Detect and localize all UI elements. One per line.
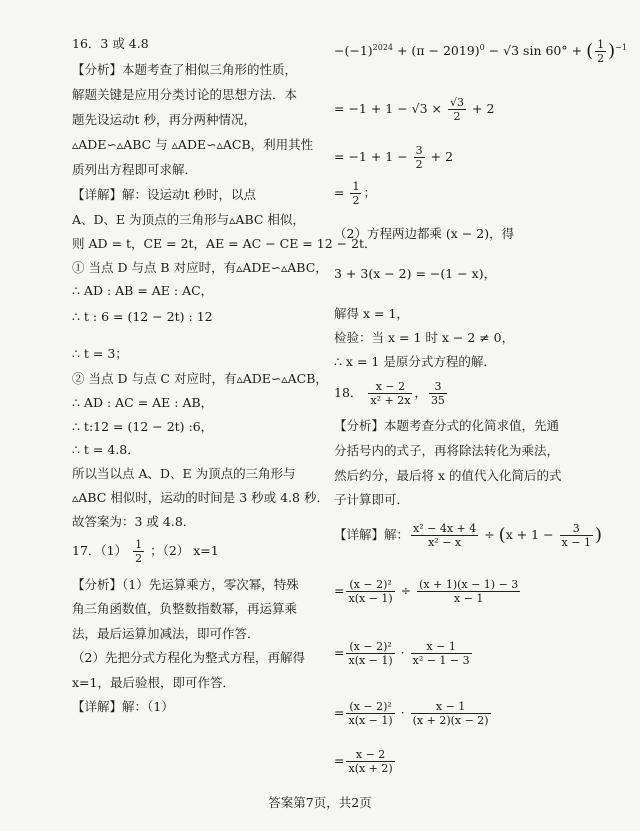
q17-tail: ；（2） x=1	[150, 543, 219, 558]
eq-part: = −1 + 1 − √3 ×	[334, 101, 447, 116]
eq-part: + 2	[468, 101, 495, 116]
detail-line: 【详解】解：设运动t 秒时，以点	[72, 187, 256, 202]
denominator: x² − x	[428, 536, 462, 549]
detail-label: 【详解】解：	[334, 527, 410, 542]
expr-fraction	[417, 578, 520, 605]
q18-label: 18．	[334, 385, 363, 400]
analysis-line: 题先设运动t 秒，再分两种情况，	[72, 112, 256, 127]
analysis18-line: 分括号内的式子，再将除法转化为乘法，	[334, 443, 560, 458]
numerator: 1	[597, 38, 605, 51]
expr-fraction	[560, 522, 593, 549]
detail-line: 所以当以点 A、D、E 为顶点的三角形与	[72, 466, 296, 481]
analysis17-line: 【分析】（1）先运算乘方，零次幂，特殊	[72, 577, 299, 592]
numerator: x − 1	[411, 700, 491, 714]
denominator: 2	[415, 158, 423, 171]
expr-part: −(−1)	[334, 43, 373, 58]
analysis-line: 【分析】本题考查了相似三角形的性质，	[72, 62, 298, 77]
eq-fraction	[414, 144, 425, 171]
expr-part: x + 1 −	[505, 527, 558, 542]
numerator: √3	[450, 96, 465, 109]
denominator: x(x − 1)	[348, 592, 393, 605]
q18-header	[334, 380, 449, 407]
numerator: x² − 4x + 4	[413, 522, 477, 535]
analysis17-line: 法，最后运算加减法，即可作答．	[72, 626, 260, 641]
expr-fraction	[346, 640, 394, 667]
detail-line: ① 当点 D 与点 B 对应时，有▵ADE∽▵ABC，	[72, 260, 328, 275]
part2-equation: 3 + 3(x − 2) = −(1 − x)，	[334, 266, 497, 281]
numerator: (x − 2)²	[346, 700, 394, 714]
half-fraction	[595, 38, 606, 65]
denominator: x(x + 2)	[348, 762, 393, 775]
denominator: x² + 2x	[370, 394, 411, 407]
conclusion-line: ∴ x = 1 是原分式方程的解．	[334, 354, 496, 369]
q18-answer-fraction	[368, 380, 412, 407]
detail-line: ∴ t : 6 = (12 − 2t) : 12	[72, 309, 213, 324]
eq-fraction	[448, 96, 466, 123]
expr-part: − √3 sin 60° +	[484, 43, 587, 58]
exponent: 2024	[372, 42, 394, 52]
denominator: x − 1	[454, 592, 484, 605]
equals-sign: =	[334, 705, 345, 720]
expression-line	[334, 38, 627, 65]
analysis18-line: 然后约分，最后将 x 的值代入化简后的式	[334, 468, 562, 483]
detail-line: ∴ t = 4.8．	[72, 442, 140, 457]
operator: ÷	[396, 583, 416, 598]
eq-part: =	[334, 185, 349, 200]
expr-fraction	[346, 700, 394, 727]
detail18-line1	[334, 522, 602, 549]
equation-line	[334, 96, 494, 123]
numerator: x − 2	[368, 380, 412, 394]
analysis-line: 解题关键是应用分类讨论的思想方法．本	[72, 87, 298, 102]
eq-fraction	[350, 180, 361, 207]
operator: ·	[396, 645, 409, 660]
eq-part: + 2	[426, 149, 454, 164]
q17-fraction	[133, 538, 144, 565]
detail-line: ∴ AD : AC = AE : AB，	[72, 395, 214, 410]
separator: ，	[414, 385, 427, 400]
denominator: 2	[597, 52, 605, 65]
denominator: 2	[135, 552, 143, 565]
detail-line: ▵ABC 相似时，运动的时间是 3 秒或 4.8 秒．	[72, 490, 329, 505]
numerator: 1	[352, 180, 360, 193]
detail-line: ∴ t = 3；	[72, 346, 128, 361]
expr-fraction	[411, 640, 472, 667]
numerator: x − 1	[411, 640, 472, 654]
analysis17-line: （2）先把分式方程化为整式方程，再解得	[72, 650, 305, 665]
expr-part: + (π − 2019)	[393, 43, 480, 58]
exponent: −1	[615, 42, 627, 52]
page-footer: 答案第7页，共2页	[268, 795, 372, 810]
analysis-line: 质列出方程即可求解．	[72, 162, 198, 177]
detail-line: 故答案为：3 或 4.8．	[72, 514, 196, 529]
detail-line: A、D、E 为顶点的三角形与▵ABC 相似，	[72, 212, 305, 227]
denominator: 2	[453, 110, 461, 123]
numerator: (x − 2)²	[346, 640, 394, 654]
numerator: 3	[415, 144, 423, 157]
detail18-line3	[334, 640, 474, 667]
equals-sign: =	[334, 645, 345, 660]
paren-open: (	[498, 524, 506, 546]
expr-fraction	[411, 522, 478, 549]
numerator: 1	[135, 538, 143, 551]
paren-open: (	[586, 40, 594, 62]
detail-line: ∴ AD : AB = AE : AC，	[72, 283, 214, 298]
denominator: x(x − 1)	[348, 654, 393, 667]
numerator: 3	[560, 522, 593, 536]
denominator: x(x − 1)	[348, 714, 393, 727]
numerator: 3	[429, 380, 447, 394]
denominator: (x + 2)(x − 2)	[412, 714, 489, 727]
equation-line	[334, 180, 376, 207]
detail18-line5	[334, 748, 397, 775]
expr-fraction	[346, 578, 394, 605]
paren-close: )	[608, 40, 616, 62]
exponent: 0	[479, 42, 485, 52]
solve-line: 解得 x = 1，	[334, 306, 409, 321]
numerator: x − 2	[346, 748, 394, 762]
detail-line: 则 AD = t，CE = 2t，AE = AC − CE = 12 − 2t．	[72, 236, 377, 251]
analysis17-line: 角三角函数值，负整数指数幂，再运算乘	[72, 601, 298, 616]
analysis-line: ▵ADE∽▵ABC 与 ▵ADE∽▵ACB，利用其性	[72, 137, 314, 152]
expr-fraction	[411, 700, 491, 727]
detail-line: ② 当点 D 与点 C 对应时，有▵ADE∽▵ACB，	[72, 371, 328, 386]
equals-sign: =	[334, 583, 345, 598]
q17-header	[72, 538, 219, 565]
analysis17-line: 【详解】解：（1）	[72, 699, 174, 714]
analysis18-line: 子计算即可．	[334, 492, 410, 507]
q18-value-fraction	[429, 380, 447, 407]
part2-text: （2）方程两边都乘 (x − 2)，得	[334, 226, 515, 241]
analysis18-line: 【分析】本题考查分式的化简求值，先通	[334, 418, 560, 433]
equation-line	[334, 144, 453, 171]
expr-fraction	[346, 748, 394, 775]
analysis17-line: x=1，最后验根，即可作答．	[72, 675, 235, 690]
q16-header: 16．3 或 4.8	[72, 36, 149, 51]
eq-part: = −1 + 1 −	[334, 149, 412, 164]
q17-label: 17．（1）	[72, 543, 128, 558]
paren-close: )	[594, 524, 602, 546]
equals-sign: =	[334, 753, 345, 768]
operator: ·	[396, 705, 409, 720]
denominator: x − 1	[561, 536, 591, 549]
numerator: (x − 2)²	[346, 578, 394, 592]
operator: ÷	[480, 527, 499, 542]
denominator: x² − 1 − 3	[412, 654, 470, 667]
detail-line: ∴ t:12 = (12 − 2t) :6，	[72, 419, 214, 434]
denominator: 35	[430, 394, 445, 407]
detail18-line4	[334, 700, 493, 727]
numerator: (x + 1)(x − 1) − 3	[419, 578, 519, 591]
denominator: 2	[352, 194, 360, 207]
eq-part: ；	[363, 185, 376, 200]
detail18-line2	[334, 578, 522, 605]
check-line: 检验：当 x = 1 时 x − 2 ≠ 0，	[334, 330, 515, 345]
